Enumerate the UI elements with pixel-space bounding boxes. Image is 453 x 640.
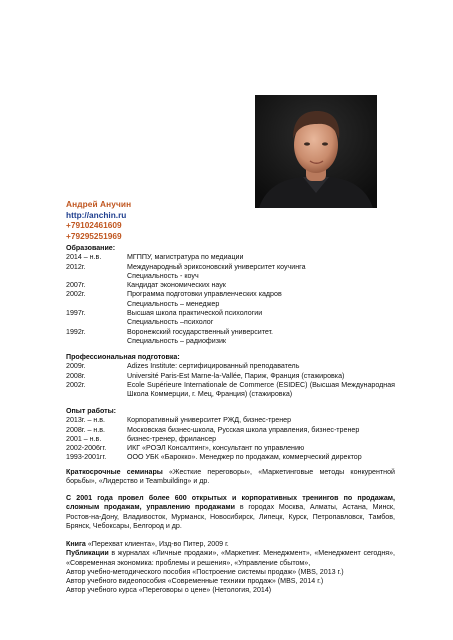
publications-text: в журналах «Личные продажи», «Маркетинг. Менеджмент», «Менеджмент сегодня», «Современная экономика: проблемы и решения», «Управление сбытом», [66, 549, 395, 567]
training-date: 2008г. [66, 371, 86, 380]
education-text: Специальность –психолог [127, 318, 214, 327]
education-date [66, 318, 127, 327]
education-row [66, 300, 395, 309]
education-text: Высшая школа практической психологии [127, 309, 263, 318]
experience-text: бизнес-тренер, фрилансер [127, 434, 217, 443]
education-row [66, 318, 395, 327]
contact-header [66, 199, 131, 241]
publications-label: Публикации [66, 549, 109, 558]
phone-number-1: +79102461609 [66, 220, 122, 230]
education-row [66, 263, 395, 272]
education-text: Специальность - коуч [127, 271, 199, 280]
person-name: Андрей Анучин [66, 199, 132, 209]
education-text: МГППУ, магистратура по медиации [127, 253, 244, 262]
training-date: 2002г. [66, 380, 86, 389]
seminars-text: «Жесткие переговоры», «Маркетинговые методы конкурентной борьбы», «Лидерство и Teambuilding» и др. [66, 468, 395, 486]
education-row [66, 328, 395, 337]
training-row [66, 381, 395, 400]
experience-text: ИКГ «РОЭЛ Консалтинг», консультант по управлению [127, 444, 305, 453]
experience-row [66, 435, 395, 444]
education-title: Образование: [66, 244, 116, 252]
experience-date: 1993-2001гг. [66, 453, 107, 462]
education-text: Кандидат экономических наук [127, 281, 226, 290]
education-row [66, 253, 395, 262]
education-date [66, 337, 127, 346]
education-text: Программа подготовки управленческих кадров [127, 290, 282, 299]
education-date [66, 300, 127, 309]
education-date: 2012г. [66, 262, 86, 271]
experience-row [66, 453, 395, 462]
education-text: Международный эриксоновский университет коучинга [127, 262, 306, 271]
experience-title: Опыт работы: [66, 407, 117, 415]
portrait-photo [255, 95, 377, 208]
experience-text: Корпоративный университет РЖД, бизнес-тренер [127, 416, 292, 425]
publication-item: Автор учебного видеопособия «Современные техники продаж» (MBS, 2014 г.) [66, 577, 324, 586]
summary-paragraph [66, 494, 395, 531]
education-date: 1992г. [66, 327, 86, 336]
education-date [66, 272, 127, 281]
education-date: 2014 – н.в. [66, 253, 102, 262]
education-date: 2002г. [66, 290, 86, 299]
experience-date: 2002-2006гг. [66, 444, 107, 453]
experience-date: 2008г. – н.в. [66, 425, 105, 434]
experience-date: 2001 – н.в. [66, 434, 102, 443]
education-section [66, 244, 395, 346]
experience-section [66, 407, 395, 463]
education-text: Специальность – менеджер [127, 299, 220, 308]
experience-text: Московская бизнес-школа, Русская школа управления, бизнес-тренер [127, 425, 360, 434]
seminars-label: Краткосрочные семинары [66, 468, 163, 476]
book-label: Книга [66, 540, 86, 548]
portrait-image [255, 95, 377, 208]
training-row [66, 362, 395, 371]
education-text: Воронежский государственный университет. [127, 327, 274, 336]
book-text: «Перехват клиента», Изд-во Питер, 2009 г. [85, 540, 229, 548]
publication-item: Автор учебно-методического пособия «Построение системы продаж» (MBS, 2013 г.) [66, 567, 344, 576]
summary-bold: С 2001 года провел более 600 открытых и корпоративных тренингов по продажам, сложным продажам, управлению продажами [66, 494, 395, 512]
education-text: Специальность – радиофизик [127, 336, 227, 345]
education-row [66, 337, 395, 346]
publications-section [66, 540, 395, 596]
phone-number-2: +79295251969 [66, 230, 122, 241]
training-text: Adizes Institute: сертифицированный преподаватель [127, 362, 300, 371]
experience-text: ООО УБК «Барокко». Менеджер по продажам, коммерческий директор [127, 453, 362, 462]
training-row [66, 372, 395, 381]
education-row [66, 309, 395, 318]
summary-text: в городах Москва, Алматы, Астана, Минск, Ростов-на-Дону, Владивосток, Мурманск, Новосибирск, Липецк, Курск, Петропавловск, Тамбов, Брянск, Чебоксары, Белгород и др. [66, 503, 395, 530]
training-text: Ecole Supérieure Internationale de Commerce (ESIDEC) (Высшая Международная Школа Коммерции, г. Мец, Франция) (стажировка) [127, 380, 395, 399]
website-link[interactable]: http://anchin.ru [66, 209, 127, 220]
experience-row [66, 444, 395, 453]
education-date: 1997г. [66, 309, 86, 318]
education-row [66, 272, 395, 281]
training-text: Université Paris-Est Marne-la-Vallée, Париж, Франция (стажировка) [127, 371, 345, 380]
training-date: 2009г. [66, 362, 86, 371]
experience-date: 2013г. – н.в. [66, 416, 105, 425]
education-row [66, 281, 395, 290]
book-line [66, 540, 395, 549]
experience-row [66, 426, 395, 435]
education-date: 2007г. [66, 281, 86, 290]
publication-item: Автор учебного курса «Переговоры о цене» (Нетология, 2014) [66, 586, 272, 595]
education-row [66, 290, 395, 299]
training-section [66, 353, 395, 399]
training-title: Профессиональная подготовка: [66, 353, 180, 361]
experience-row [66, 416, 395, 425]
publications-line [66, 549, 395, 568]
seminars-paragraph [66, 468, 395, 487]
